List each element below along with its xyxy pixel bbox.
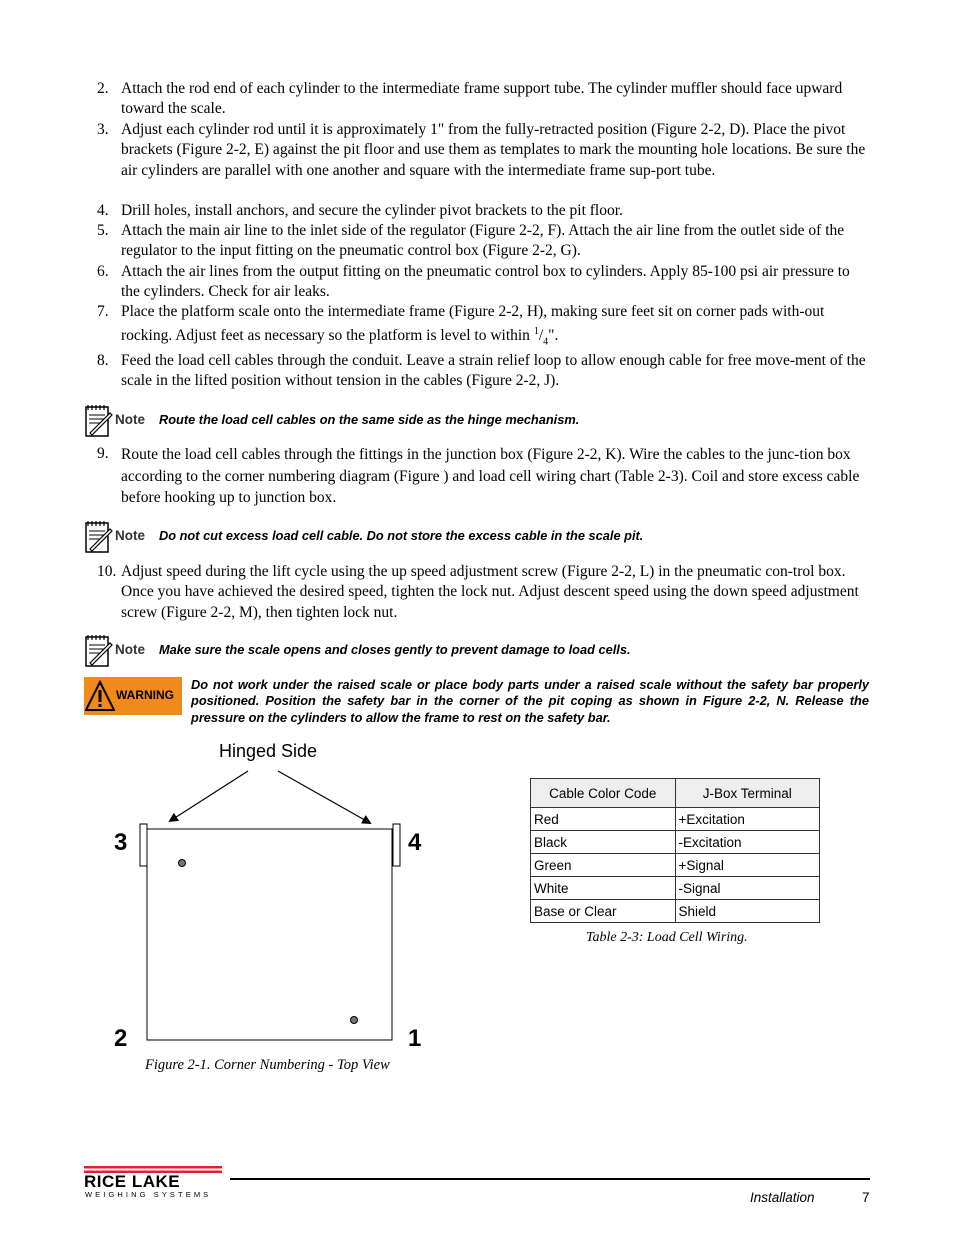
step-text-part: ".: [548, 327, 559, 345]
step-text-part: Place the platform scale onto the intermediate frame (Figure 2-2, H), making sure feet sit on corner pads with-out rocking. Adjust feet as necessary so the platform is level to within: [121, 303, 825, 345]
table-row: [531, 808, 820, 831]
table-cell: +Excitation: [675, 808, 820, 831]
step-4: [97, 201, 872, 221]
warning-triangle-icon: [85, 680, 115, 712]
table-cell: Black: [531, 831, 676, 854]
note-2: [84, 520, 874, 554]
step-number: 9.: [97, 445, 109, 462]
table-header: J-Box Terminal: [675, 779, 820, 808]
table-header: Cable Color Code: [531, 779, 676, 808]
footer-section: Installation: [750, 1190, 815, 1205]
table-cell: Base or Clear: [531, 900, 676, 923]
corner-numbering-diagram: [130, 765, 430, 1045]
table-cell: +Signal: [675, 854, 820, 877]
step-8: [97, 351, 872, 392]
step-number: 8.: [97, 352, 109, 369]
hinge-arrow-left: [170, 771, 248, 821]
hinge-bracket-right: [393, 824, 400, 866]
corner-number-2: 2: [114, 1025, 128, 1052]
fraction-denominator: 4: [543, 336, 549, 348]
warning-badge: [84, 677, 182, 715]
step-number: 4.: [97, 202, 109, 219]
platform-mount-dot: [351, 1017, 358, 1024]
hinge-bracket-left: [140, 824, 147, 866]
table-cell: -Excitation: [675, 831, 820, 854]
step-text: Place the platform scale onto the intermediate frame (Figure 2-2, H), making sure feet sit on corner pads with-out rocking. Adjust feet as necessary so the platform is level to within $^1/_4$".: [121, 303, 825, 348]
note-pad-icon: [84, 404, 114, 438]
table-caption: Table 2-3: Load Cell Wiring.: [586, 930, 748, 945]
note-label: Note: [115, 642, 145, 657]
table-cell: White: [531, 877, 676, 900]
step-text: Attach the main air line to the inlet side of the regulator (Figure 2-2, F). Attach the air line from the outlet side of the regulator to the input fitting on the pneumatic control box (Figure 2-2, G).: [121, 222, 845, 260]
warning-text: Do not work under the raised scale or place body parts under a raised scale without the safety bar properly positioned. Position the safety bar in the corner of the pit coping as shown in Figure 2-2, N. Release the pressure on the cylinders to allow the frame to rest on the safety bar.: [191, 677, 869, 725]
step-text: Feed the load cell cables through the conduit. Leave a strain relief loop to allow enough cable for free move-ment of the scale in the lifted position without tension in the cables (Figure 2-2, J).: [121, 352, 866, 390]
page-number: 7: [862, 1190, 870, 1205]
footer-rule: [230, 1178, 870, 1180]
warning-label: WARNING: [116, 688, 174, 702]
step-text: Adjust each cylinder rod until it is approximately 1" from the fully-retracted position (Figure 2-2, D). Place the pivot brackets (Figure 2-2, E) against the pit floor and use them as templates to mark the mounting hole locations. Be sure the air cylinders are parallel with one another and square with the intermediate frame sup-port tube.: [121, 121, 866, 179]
note-text: Do not cut excess load cell cable. Do not store the excess cable in the scale pit.: [159, 528, 644, 543]
corner-number-4: 4: [408, 829, 422, 856]
step-number: 5.: [97, 222, 109, 239]
table-row: [531, 900, 820, 923]
note-label: Note: [115, 528, 145, 543]
step-text: Route the load cell cables through the fittings in the junction box (Figure 2-2, K). Wire the cables to the junc-tion box according to the corner numbering diagram (Figure ) and load cell wiring chart (Table 2-3). Coil and store excess cable before hooking up to junction box.: [121, 446, 860, 506]
step-number: 2.: [97, 80, 109, 97]
figure-caption: Figure 2-1. Corner Numbering - Top View: [145, 1057, 390, 1073]
fraction-numerator: 1: [533, 326, 539, 338]
note-3: [84, 634, 874, 668]
step-6: [97, 262, 872, 303]
step-number: 3.: [97, 121, 109, 138]
hinged-side-label: Hinged Side: [219, 741, 318, 761]
logo-wordmark: RICE LAKE: [84, 1172, 181, 1191]
step-text: Attach the air lines from the output fitting on the pneumatic control box to cylinders. Apply 85-100 psi air pressure to the cylinders. Check for air leaks.: [121, 263, 850, 301]
step-text: Attach the rod end of each cylinder to the intermediate frame support tube. The cylinder muffler should face upward toward the scale.: [121, 80, 843, 118]
corner-number-3: 3: [114, 829, 128, 856]
table-row: [531, 854, 820, 877]
table-row: [531, 877, 820, 900]
table-header-row: [531, 779, 820, 808]
table-cell: Shield: [675, 900, 820, 923]
table-cell: -Signal: [675, 877, 820, 900]
hinge-arrow-right: [278, 771, 370, 823]
table-row: [531, 831, 820, 854]
step-number: 6.: [97, 263, 109, 280]
table-cell: Red: [531, 808, 676, 831]
step-text: Drill holes, install anchors, and secure the cylinder pivot brackets to the pit floor.: [121, 202, 623, 219]
note-text: Make sure the scale opens and closes gently to prevent damage to load cells.: [159, 642, 631, 657]
step-number: 10.: [97, 563, 117, 580]
note-pad-icon: [84, 634, 114, 668]
step-5: [97, 221, 872, 262]
logo-subtitle: WEIGHING SYSTEMS: [85, 1190, 212, 1199]
step-10: [97, 562, 872, 623]
step-number: 7.: [97, 303, 109, 320]
table-cell: Green: [531, 854, 676, 877]
load-cell-wiring-table: [530, 778, 820, 923]
note-pad-icon: [84, 520, 114, 554]
step-3: [97, 120, 872, 181]
step-2: [97, 79, 872, 120]
corner-number-1: 1: [408, 1025, 422, 1052]
platform-mount-dot: [179, 860, 186, 867]
note-1: [84, 404, 874, 438]
step-7: [97, 302, 872, 353]
rice-lake-logo: [84, 1166, 224, 1202]
step-text: Adjust speed during the lift cycle using the up speed adjustment screw (Figure 2-2, L) in the pneumatic con-trol box. Once you have achieved the desired speed, tighten the lock nut. Adjust descent speed using the down speed adjustment screw (Figure 2-2, M), then tighten lock nut.: [121, 563, 859, 621]
note-text: Route the load cell cables on the same side as the hinge mechanism.: [159, 412, 580, 427]
note-label: Note: [115, 412, 145, 427]
step-9: [97, 444, 872, 509]
